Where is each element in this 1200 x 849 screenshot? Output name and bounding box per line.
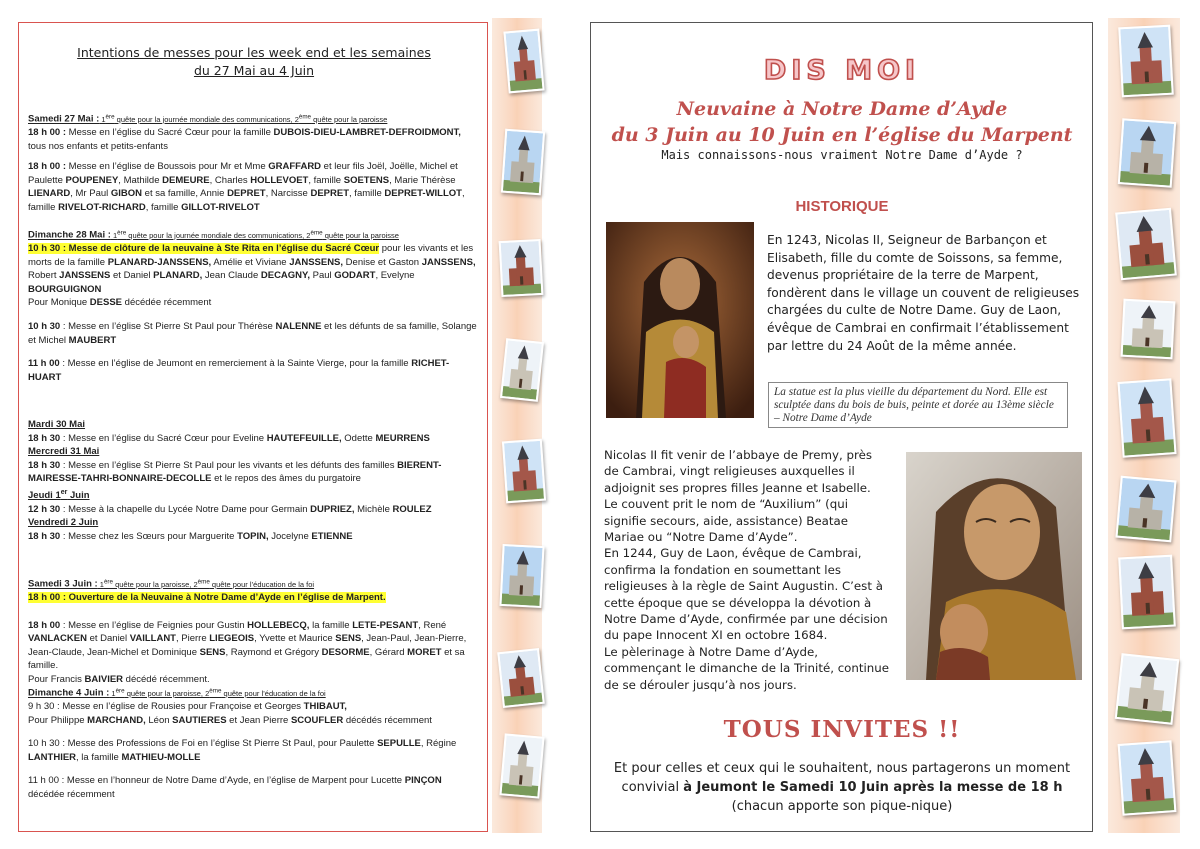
church-photo-right-8 [1115, 653, 1180, 725]
church-photo-right-9 [1118, 740, 1177, 816]
section-dimanche-4: Dimanche 4 Juin : 1ère quête pour la paroisse, 2ème quête pour l’éducation de la foi 9 h 30 : Messe en l’église de Rousies pour Françoise et Georges THIBAUT, Pour Philippe MARCHAND, Léon SAUTIERES et Jean Pierre SCOUFLER décédés récemment 10 h 30 : Messe des Professions de Foi en l’église St Pierre St Paul, pour Paulette SEPULLE, Régine LANTHIER, la famille MATHIEU-MOLLE 11 h 00 : Messe en l’honneur de Notre Dame d’Ayde, en l’église de Marpent pour Lucette PINÇON décédée récemment [28, 687, 457, 801]
section-samedi-27: Samedi 27 Mai : 1ère quête pour la journée mondiale des communications, 2ème quête pour la paroisse 18 h 00 : Messe en l’église du Sacré Cœur pour la famille DUBOIS-DIEU-LAMBRET-DEFROIDMONT, tous nos enfants et petits-enfants 18 h 00 : Messe en l’église de Boussois pour Mr et Mme GRAFFARD et leur fils Joël, Joëlle, Michel et Paulette POUPENEY, Mathilde DEMEURE, Charles HOLLEVOET, famille SOETENS, Marie Thérèse LIENARD, Mr Paul GIBON et sa famille, Annie DEPRET, Narcisse DEPRET, famille DEPRET-WILLOT, famille RIVELOT-RICHARD, famille GILLOT-RIVELOT [28, 113, 465, 214]
neuvaine-dates: du 3 Juin au 10 Juin en l’église du Marpent [611, 124, 1073, 146]
left-title-line1: Intentions de messes pour les week end et les semaines [77, 45, 431, 60]
statue-photo-2 [906, 452, 1082, 680]
church-photo-left-3 [499, 239, 544, 297]
historique-heading: HISTORIQUE [795, 198, 889, 215]
church-photo-right-4 [1121, 299, 1176, 360]
church-photo-right-6 [1115, 476, 1176, 543]
church-photo-right-5 [1117, 378, 1176, 458]
highlight-cloture: 10 h 30 : Messe de clôture de la neuvaine à Ste Rita en l’église du Sacré Cœur [28, 243, 380, 255]
section-samedi-3: Samedi 3 Juin : 1ère quête pour la paroisse, 2ème quête pour l’éducation de la foi 18 h 00 : Ouverture de la Neuvaine à Notre Dame d’Ayde en l’église de Marpent. 18 h 00 : Messe en l’église de Feignies pour Gustin HOLLEBECQ, la famille LETE-PESANT, René VANLACKEN et Daniel VAILLANT, Pierre LIEGEOIS, Yvette et Maurice SENS, Jean-Paul, Jean-Pierre, Jean-Claude, Jean-Michel et Dominique SENS, Raymond et Grégory DESORME, Gérard MORET et sa famille. Pour Francis BAIVIER décédé récemment. [28, 578, 467, 686]
church-photo-left-6 [499, 544, 544, 608]
subtitle: Mais connaissons-nous vraiment Notre Dame d’Ayde ? [661, 148, 1023, 162]
historique-paragraph-2: Nicolas II fit venir de l’abbaye de Premy, près de Cambrai, vingt religieuses auxquelles il adjoignit ses propres filles Jeanne et Isabelle. Le couvent prit le nom de “Auxilium” (qui signifie secours, aide, assistance) Beatae Mariae ou “Notre Dame d’Ayde”. En 1244, Guy de Laon, évêque de Cambrai, confirma la fondation en soumettant les religieuses à la règle de Saint Augustin. C’est à cette époque que se développa la dévotion à Notre Dame d’Ayde, confirmée par une décision du pape Innocent XI en octobre 1684. Le pèlerinage à Notre Dame d’Ayde, commençant le dimanche de la Trinité, continue de se dérouler jusqu’à nos jours. [604, 448, 889, 692]
left-title [28, 44, 480, 80]
statue-caption: La statue est la plus vieille du département du Nord. Elle est sculptée dans du bois de buis, peinte et dorée au 13ème siècle – Notre Dame d’Ayde [768, 382, 1068, 428]
church-photo-left-5 [502, 439, 546, 504]
left-title-line2: du 27 Mai au 4 Juin [193, 63, 315, 78]
church-photo-right-1 [1118, 25, 1174, 98]
highlight-ouverture: 18 h 00 : Ouverture de la Neuvaine à Notre Dame d’Ayde en l’église de Marpent. [28, 592, 386, 604]
church-photo-left-8 [499, 733, 544, 798]
church-photo-right-7 [1118, 555, 1176, 630]
statue-photo-1 [606, 222, 754, 418]
section-dimanche-28: Dimanche 28 Mai : 1ère quête pour la journée mondiale des communications, 2ème quête pour la paroisse 10 h 30 : Messe de clôture de la neuvaine à Ste Rita en l’église du Sacré Cœur pour les vivants et les morts de la famille PLANARD-JANSSENS, Amélie et Viviane JANSSENS, Denise et Gaston JANSSENS, Robert JANSSENS et Daniel PLANARD, Jean Claude DECAGNY, Paul GODART, Evelyne BOURGUIGNON Pour Monique DESSE décédée récemment 10 h 30 : Messe en l’église St Pierre St Paul pour Thérèse NALENNE et les défunts de sa famille, Solange et Michel MAUBERT 11 h 00 : Messe en l’église de Jeumont en remerciement à la Sainte Vierge, pour la famille RICHET-HUART [28, 229, 477, 383]
church-photo-right-2 [1118, 118, 1176, 188]
church-photo-right-3 [1115, 208, 1177, 281]
church-photo-left-7 [497, 648, 545, 708]
closing-text: Et pour celles et ceux qui le souhaitent, nous partagerons un moment convivial à Jeumont le Samedi 10 Juin après la messe de 18 h (chacun apporte son pique-nique) [613, 761, 1071, 814]
dis-moi-text: DIS MOI [763, 55, 921, 84]
neuvaine-title: Neuvaine à Notre Dame d’Ayde [676, 98, 1008, 120]
section-semaine: Mardi 30 Mai 18 h 30 : Messe en l’église du Sacré Cœur pour Eveline HAUTEFEUILLE, Odette MEURRENS Mercredi 31 Mai 18 h 30 : Messe en l’église St Pierre St Paul pour les vivants et les défunts des familles BIERENT-MAIRESSE-TAHRI-BONNAIRE-DECOLLE et le repos des âmes du purgatoire Jeudi 1er Juin 12 h 30 : Messe à la chapelle du Lycée Notre Dame pour Germain DUPRIEZ, Michèle ROULEZ Vendredi 2 Juin 18 h 30 : Messe chez les Sœurs pour Marguerite TOPIN, Jocelyne ETIENNE [28, 419, 442, 542]
church-photo-left-4 [500, 338, 544, 402]
church-photo-left-2 [501, 129, 545, 196]
church-photo-left-1 [503, 29, 544, 94]
dis-moi-banner [740, 54, 945, 84]
tous-invites-heading: TOUS INVITES !! [723, 716, 961, 743]
historique-paragraph-1: En 1243, Nicolas II, Seigneur de Barbançon et Elisabeth, fille du comte de Soissons, sa femme, devenus propriétaire de la terre de Marpent, fondèrent dans le village un couvent de religieuses chargées du culte de Notre Dame. Guy de Laon, évêque de Cambrai en confirmait l’établissement par lettre du 24 Août de la même année. [767, 233, 1080, 353]
